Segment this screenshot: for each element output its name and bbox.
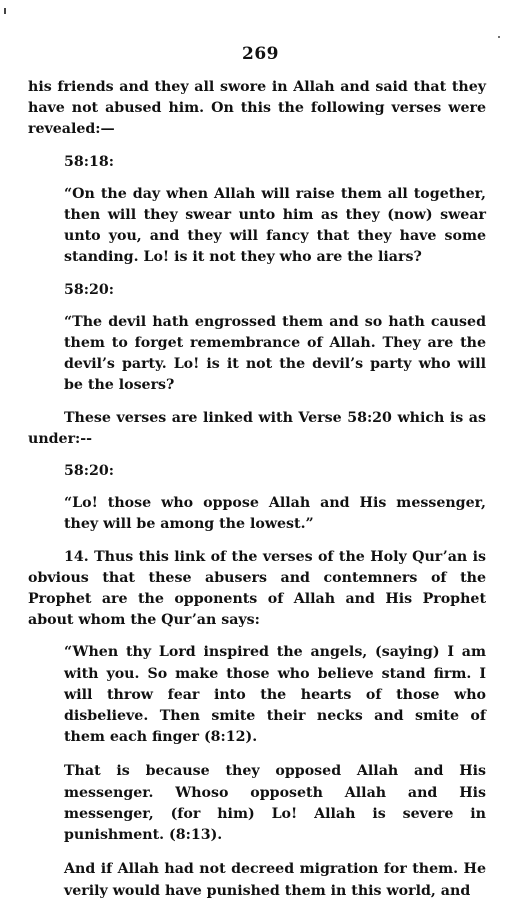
link-paragraph: These verses are linked with Verse 58:20 which is as under:-- xyxy=(28,409,486,447)
quote-58-18: “On the day when Allah will raise them all together, then will they swear unto him as they (now) swear unto you, and they will fancy that they have some standing. Lo! is it not they who are the liars? xyxy=(64,185,486,266)
quote-58-20-second: “Lo! those who oppose Allah and His messenger, they will be among the lowest.” xyxy=(64,495,486,533)
verse-ref-58-20-second: 58:20: xyxy=(64,463,114,480)
quote-8-12: “When thy Lord inspired the angels, (saying) I am with you. So make those who believe stand firm. I will throw fear into the hearts of those who disbelieve. Then smite their necks and smite of them each finger (8:12). xyxy=(64,644,486,746)
page-number: 269 xyxy=(242,44,279,64)
page-body xyxy=(28,77,486,902)
scan-dot xyxy=(498,36,500,38)
verse-ref-58-20: 58:20: xyxy=(64,281,114,298)
intro-paragraph: his friends and they all swore in Allah and said that they have not abused him. On this the following verses were revealed:— xyxy=(28,79,486,138)
quote-58-20: “The devil hath engrossed them and so hath caused them to forget remembrance of Allah. They are the devil’s party. Lo! is it not the devil’s party who will be the losers? xyxy=(64,313,486,394)
verse-ref-58-18: 58:18: xyxy=(64,153,114,170)
scan-mark xyxy=(4,8,6,14)
paragraph-14: 14. Thus this link of the verses of the Holy Qur’an is obvious that these abusers and contemners of the Prophet are the opponents of Allah and His Prophet about whom the Qur’an says: xyxy=(28,548,486,629)
quote-8-13: That is because they opposed Allah and His messenger. Whoso opposeth Allah and His messenger, (for him) Lo! Allah is severe in punishment. (8:13). xyxy=(64,763,486,844)
quote-continuation: And if Allah had not decreed migration for them. He verily would have punished them in this world, and xyxy=(64,861,486,899)
